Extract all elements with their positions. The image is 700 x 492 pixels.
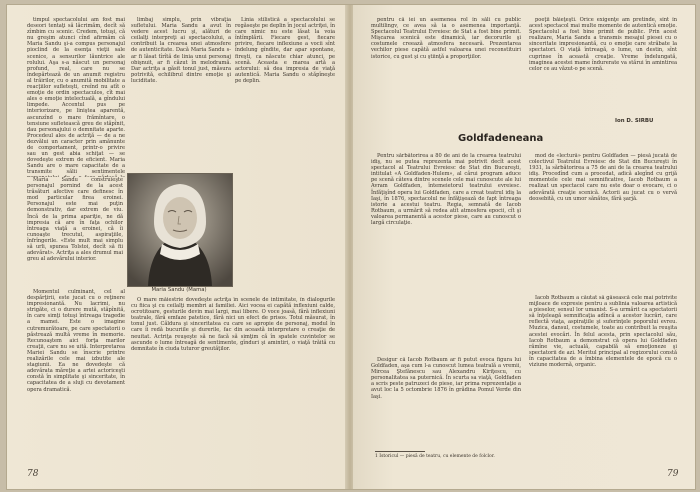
footnote-rule — [375, 451, 425, 452]
paragraph: Desigur că Iacob Rotbaum ar fi putut evoca figura lui Goldfaden, aşa cum l-a cunoscut lumea teatrală a vremii, Mircea Ştefănescu sau Alexandru Kiriţescu, cu personalitatea sa puternică. În scurta sa viaţă, Goldfaden a scris peste patruzeci de piese, iar prima reprezentaţie a avut loc la 5 octombrie 1876 în grădina Pomul Verde din Iaşi. — [371, 357, 521, 400]
left-col2-bottom — [131, 297, 335, 462]
article-title: Goldfadeneana — [458, 133, 544, 144]
paragraph: Momentul culminant, cel al despărţirii, este jucat cu o reţinere impresionantă. Nu lacrimi, nu strigăte, ci o durere mută, stăpînită, în care simţi totuşi întreaga tragedie a mamei. Este o imagine cutremurătoare, pe care spectatorii o păstrează multă vreme în memorie. Recunoaştem aici forţa marilor creaţii, care nu se uită. Interpretarea Mariei Sandu se înscrie printre realizările cele mai izbutite ale stagiunii. Ea ne dovedeşte că adevărata măreţie a artei actoriceşti constă în simplitate şi sinceritate, în capacitatea de a sluji cu devotament opera dramatică. — [27, 289, 125, 393]
right-page — [353, 5, 695, 489]
right-top-col1 — [371, 17, 521, 122]
portrait-photo — [127, 173, 233, 287]
paragraph: Maria Sandu construieşte personajul pornind de la acest trăsături afective care definesc în mod particular firea eroinei. Personajul este mai puţin demonstrativ, dar extrem de viu. Încă de la prima apariţie, ne dă impresia că are în faţa ochilor întreaga viaţă a eroinei, că îi cunoaşte trecutul, aspiraţiile, înfrîngerile. «Este mult mai simplu să urli, spunea Tolstoi, decît să fii adevărat». Actriţa a ales drumul mai greu al adevărului interior. — [27, 177, 123, 263]
photo-caption: Maria Sandu (Mama) — [151, 287, 207, 293]
right-col1 — [371, 153, 521, 353]
left-page — [7, 5, 347, 489]
left-col1-lower — [27, 289, 125, 459]
right-top-col2 — [529, 17, 677, 117]
right-col1-bottom — [371, 357, 521, 447]
open-book — [6, 4, 696, 490]
left-col1-top — [27, 17, 125, 177]
paragraph: Iacob Rotbaum a căutat să găsească cele mai potrivite mijloace de expresie pentru a sublinia valoarea artistică a pieselor, sensul lor umanist. S-a urmărit ca spectatorii să înţeleagă semnificaţia adîncă a acestor lucrări, care reflectă viaţa, aspiraţiile şi suferinţele poporului evreu. Muzica, dansul, costumele, toate au contribuit la reuşita acestei evocări. În felul acesta, prin spectacolul său, Iacob Rotbaum a demonstrat că opera lui Goldfaden rămîne vie, actuală, capabilă să emoţioneze şi spectatorii de azi. Meritul principal al regizorului constă în capacitatea de a îmbina elementele de epocă cu o viziune modernă, organic. — [529, 295, 677, 369]
footnote: 1 Istoricul — piesă de teatru, cu elemente de folclor. — [375, 454, 495, 459]
page-number-right: 79 — [667, 469, 679, 479]
paragraph: Pentru sărbătorirea a 80 de ani de la crearea teatrului idiş, nu se putea reprezenta mai potrivit decît acest spectacol al Teatrului Evreiesc de Stat din Bucureşti, intitulat «A Goldfaden-Hulem», al cărui program aduce pe scenă câteva dintre scenele cele mai cunoscute ale lui Avram Goldfaden, întemeietorul teatrului evreiesc. Înfăţişînd opera lui Goldfaden, care a creat teatrul idiş la Iaşi, în 1876, spectacolul ne înfăţişează de fapt întreaga istorie a acestui teatru. Regia, semnată de Iacob Rotbaum, a urmărit să redea atît atmosfera epocii, cît şi valoarea permanentă a acestor piese, care au cunoscut o largă circulaţie. — [371, 153, 521, 227]
paragraph: timpul spectacolului am fost mai deseori tentaţi să lăcrimăm, decît să zîmbim cu scenic. Credem, totuşi, că nu greşim atunci cînd afirmăm că Maria Sandu şi-a compus personajul pioclind de la esenţa vieţii sale scenice, a sensurilor lăuntrice ale rolului. Aşa s-a născut un personaj profund, real, care nu se îndepărtează de un anumit registru al trăirilor, cu o anumită mobilitate a reacţiilor sufleteşti, creînd nu atît o emoţie de ordin spectaculos, cît mai ales o emoţie intelectuală, a gîndului limpede. Accentul pus pe interiorizare, pe liniştea aparentă, ascunzînd o mare frămîntare, o tensiune sufletească greu de stăpînit, dau personajului o demnitate aparte. Procedeul ales de actriţă — de a ne dezvălui un caracter prin amănunte de comportament, printr-o privire sau un gest abia schiţat — se dovedeşte extrem de eficient. Maria Sandu are o mare capacitate de a transmite sălii sentimentele — [27, 17, 125, 176]
paragraph: mod de «lectură» pentru Goldfaden — piesă jucată de colectivul Teatrului Evreiesc de Stat din Bucureşti în 1931, la sărbătorirea a 75 de ani de la crearea teatrului idiş. Procedînd cum a procedat, adică alegînd cu grijă momentele cele mai semnificative, Iacob Rotbaum a realizat un spectacol care nu este doar o evocare, ci o adevărată creaţie scenică. Actorii au jucat cu o vervă deosebită, cu un umor sănătos, fără şarjă. — [529, 153, 677, 202]
page-number-left: 78 — [27, 469, 39, 479]
left-col3-top — [235, 17, 335, 292]
right-col2-bottom — [529, 295, 677, 465]
right-col2 — [529, 153, 677, 293]
portrait-illustration — [128, 174, 232, 286]
paragraph: poeţii băieţeşti. Orice exigenţe am pretinde, sînt în acest spectacol mai multe momente de autentică emoţie. Spectacolul a fost bine primit de public. Prin acest realizare, Maria Sandu a transmis mesajul piesei cu o sinceritate impresionantă, cu o emoţie care străbate la spectatori. O viaţă întreagă, o lume, un destin, sînt cuprinse în această creaţie. Vreme îndelungată, imaginea acestei mame îndurerate va stărui în amintirea celor ce au văzut-o pe scenă. — [529, 17, 677, 72]
paragraph: O mare măiestrie dovedeşte actriţa în scenele de intimitate, în dialogurile cu fiica şi cu ceilalţi membri ai familiei. Aici vocea ei capătă inflexiuni calde, ocrotitoare, gesturile devin mai largi, mai libere. O voce joasă, fără inflexiuni teatrale, fără emfaze patetice, fără nici un efect de prisos. Totul măsurat, în tonul just. Căldura şi sinceritatea cu care se apropie de personaj, modul în care îi redă bucuriile şi durerile, fac din această interpretare o creaţie de neuitat. Actriţa reuşeşte să ne facă să simţim că în spatele cuvintelor se ascunde o lume întreagă de sentimente, gînduri şi amintiri, o viaţă trăită cu demnitate în ciuda tuturor greutăţilor. — [131, 297, 335, 352]
paragraph: Linia stilistică a spectacolului se regăseşte pe deplin în jocul actriţei, în care nimic nu este lăsat la voia întîmplării. Fiecare gest, fiecare privire, fiecare inflexiune a vocii sînt îndelung gîndite, dar apar spontane, fireşti, ca născute chiar atunci, pe scenă. Aceasta e marea artă a actorului: să dea impresia de viaţă autentică. Maria Sandu o stăpîneşte pe deplin. — [235, 17, 335, 84]
left-col2-top — [131, 17, 231, 167]
left-col1-mid — [27, 177, 123, 287]
author-signature: Ion D. SIRBU — [615, 118, 654, 124]
paragraph: limbaj simplu, prin vibraţia sufletului. Maria Sandu a avut în vedere acest lucru şi, alături de ceilalţi interpreţi ai spectacolului, a contribuit la crearea unei atmosfere de autenticitate. Dacă Maria Sandu s-ar fi lăsat tîrîtă de linia unui personaj obişnuit, ar fi căzut în melodramă. Dar actriţa a găsit tonul just, măsura potrivită, echilibrul dintre emoţie şi luciditate. — [131, 17, 231, 84]
paragraph: pentru că iei un asemenea rol în săli cu public multilingv, ce avea să ia o asemenea importanţă. Spectacolul Teatrului Evreiesc de Stat a fost bine primit. Mişcarea scenică este dinamică, iar decorurile şi costumele creează atmosfera necesară. Prezentarea vechilor piese capătă astfel valoarea unei reconstituiri istorice, cu gust şi cu ştiinţă a proporţiilor. — [371, 17, 521, 60]
